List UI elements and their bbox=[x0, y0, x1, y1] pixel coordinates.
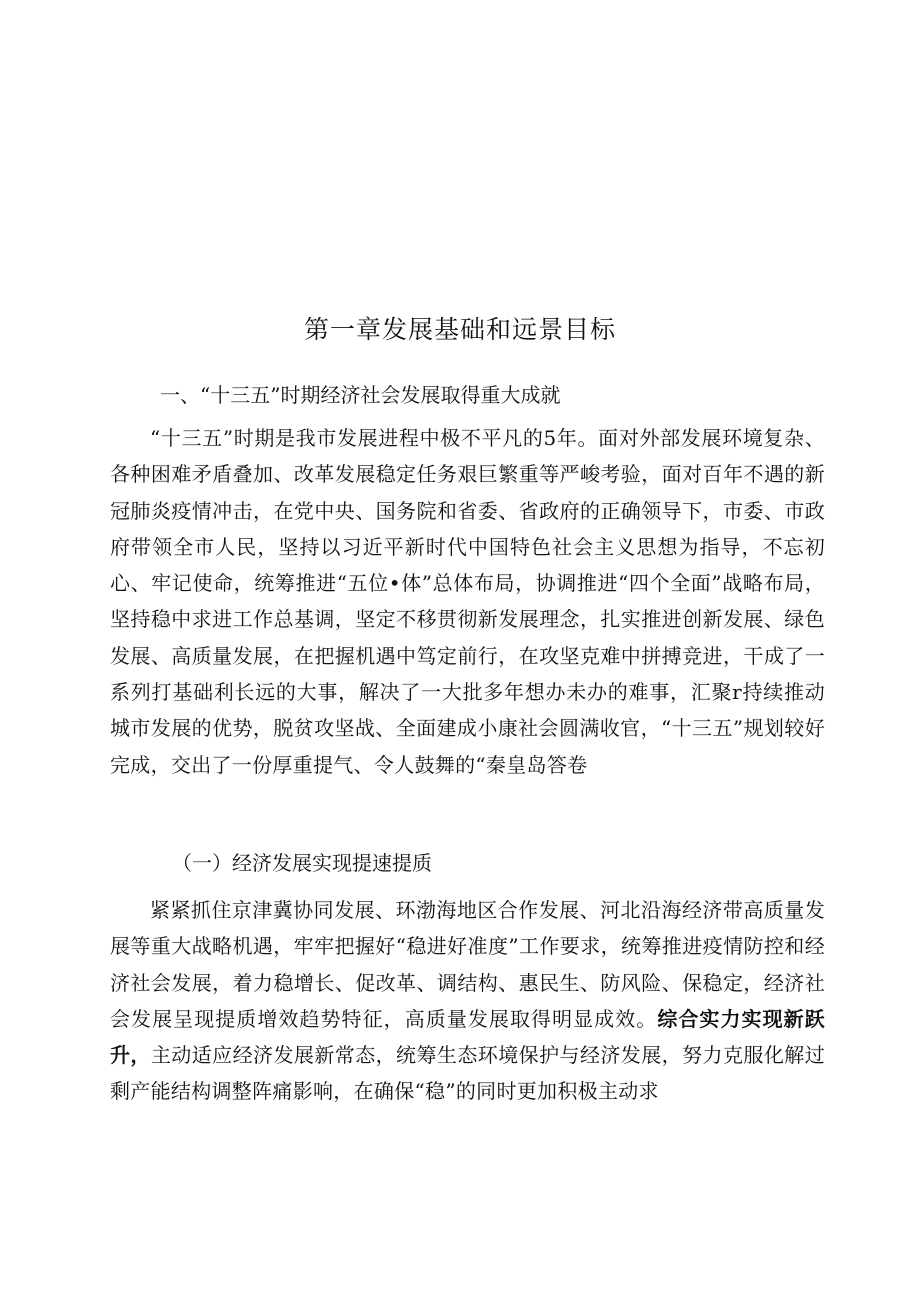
chapter-title: 第一章发展基础和远景目标 bbox=[303, 315, 616, 344]
section-heading: 一、“十三五”时期经济社会发展取得重大成就 bbox=[160, 383, 561, 407]
paragraph-text-lead: 紧紧抓住京津冀协同发展、环渤海地区合作发展、河北沿海经济带高质量发展等重大战略机遇，牢牢把握好“稳进好准度”工作要求，统筹推进疫情防控和经济社会发展，着力稳增长、促改革、调结构、惠民生、防风险、保稳定，经济社会发展呈现提质增效趋势特征，高质量发展取得明显成效。 bbox=[110, 898, 825, 1031]
body-paragraph-economy bbox=[110, 892, 825, 1110]
paragraph-bold-highlight: 综合实力实现新跃升， bbox=[110, 1006, 825, 1068]
body-paragraph: “十三五”时期是我市发展进程中极不平凡的5年。面对外部发展环境复杂、各种困难矛盾叠加、改革发展稳定任务艰巨繁重等严峻考验，面对百年不遇的新冠肺炎疫情冲击，在党中央、国务院和省委、省政府的正确领导下，市委、市政府带领全市人民，坚持以习近平新时代中国特色社会主义思想为指导，不忘初心、牢记使命，统筹推进“五位•体”总体布局，协调推进“四个全面”战略布局，坚持稳中求进工作总基调，坚定不移贯彻新发展理念，扎实推进创新发展、绿色发展、高质量发展，在把握机遇中笃定前行，在攻坚克难中拼搏竞进，干成了一系列打基础利长远的大事，解决了一大批多年想办未办的难事，汇聚r持续推动城市发展的优势，脱贫攻坚战、全面建成小康社会圆满收官，“十三五”规划较好完成，交出了一份厚重提气、令人鼓舞的“秦皇岛答卷 bbox=[110, 426, 825, 777]
paragraph-text-continuation: 主动适应经济发展新常态，统筹生态环境保护与经济发展，努力克服化解过剩产能结构调整阵痛影响，在确保“稳”的同时更加积极主动求 bbox=[110, 1043, 825, 1104]
subsection-heading: （一）经济发展实现提速提质 bbox=[172, 851, 432, 875]
